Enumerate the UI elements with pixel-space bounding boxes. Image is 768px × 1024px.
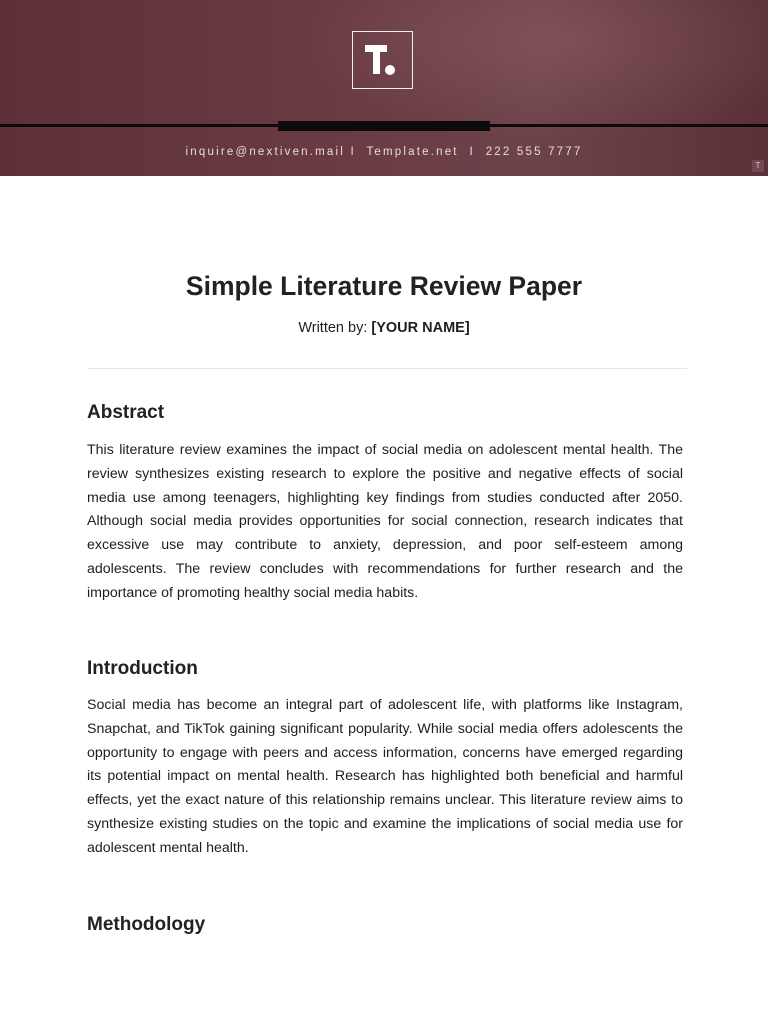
header-rule-accent bbox=[278, 121, 490, 131]
author-name: [YOUR NAME] bbox=[371, 320, 470, 336]
contact-website[interactable]: Template.net bbox=[366, 146, 459, 158]
contact-line bbox=[0, 146, 768, 158]
title-divider bbox=[87, 368, 687, 369]
contact-phone: 222 555 7777 bbox=[485, 146, 583, 158]
section-heading-methodology: Methodology bbox=[87, 914, 206, 935]
contact-separator: I bbox=[350, 146, 356, 158]
section-heading-introduction: Introduction bbox=[87, 658, 198, 679]
contact-email[interactable]: inquire@nextiven.mail bbox=[185, 146, 346, 158]
section-heading-abstract: Abstract bbox=[87, 402, 165, 423]
corner-watermark: T bbox=[752, 160, 764, 172]
document-title: Simple Literature Review Paper bbox=[185, 271, 583, 301]
section-body-introduction: Social media has become an integral part of adolescent life, with platforms like Instagram, Snapchat, and TikTok gaining significant popularity. While social media offers adolescents the opportunity to engage with peers and access information, concerns have emerged regarding its potential impact on mental health. Research has highlighted both beneficial and harmful effects, yet the exact nature of this relationship remains unclear. This literature review aims to synthesize existing studies on the topic and examine the implications of social media use for adolescent mental health. bbox=[87, 697, 683, 856]
byline-label: Written by: bbox=[298, 320, 368, 336]
contact-separator: I bbox=[469, 146, 475, 158]
byline bbox=[0, 320, 768, 336]
header-banner bbox=[0, 0, 768, 176]
t-logo-icon bbox=[365, 45, 393, 77]
brand-logo bbox=[352, 31, 413, 89]
section-body-abstract: This literature review examines the impact of social media on adolescent mental health. The review synthesizes existing research to explore the positive and negative effects of social media use among teenagers, highlighting key findings from studies conducted after 2050. Although social media provides opportunities for social connection, research indicates that excessive use may contribute to anxiety, depression, and poor self-esteem among adolescents. The review concludes with recommendations for further research and the importance of promoting healthy social media habits. bbox=[87, 442, 683, 601]
